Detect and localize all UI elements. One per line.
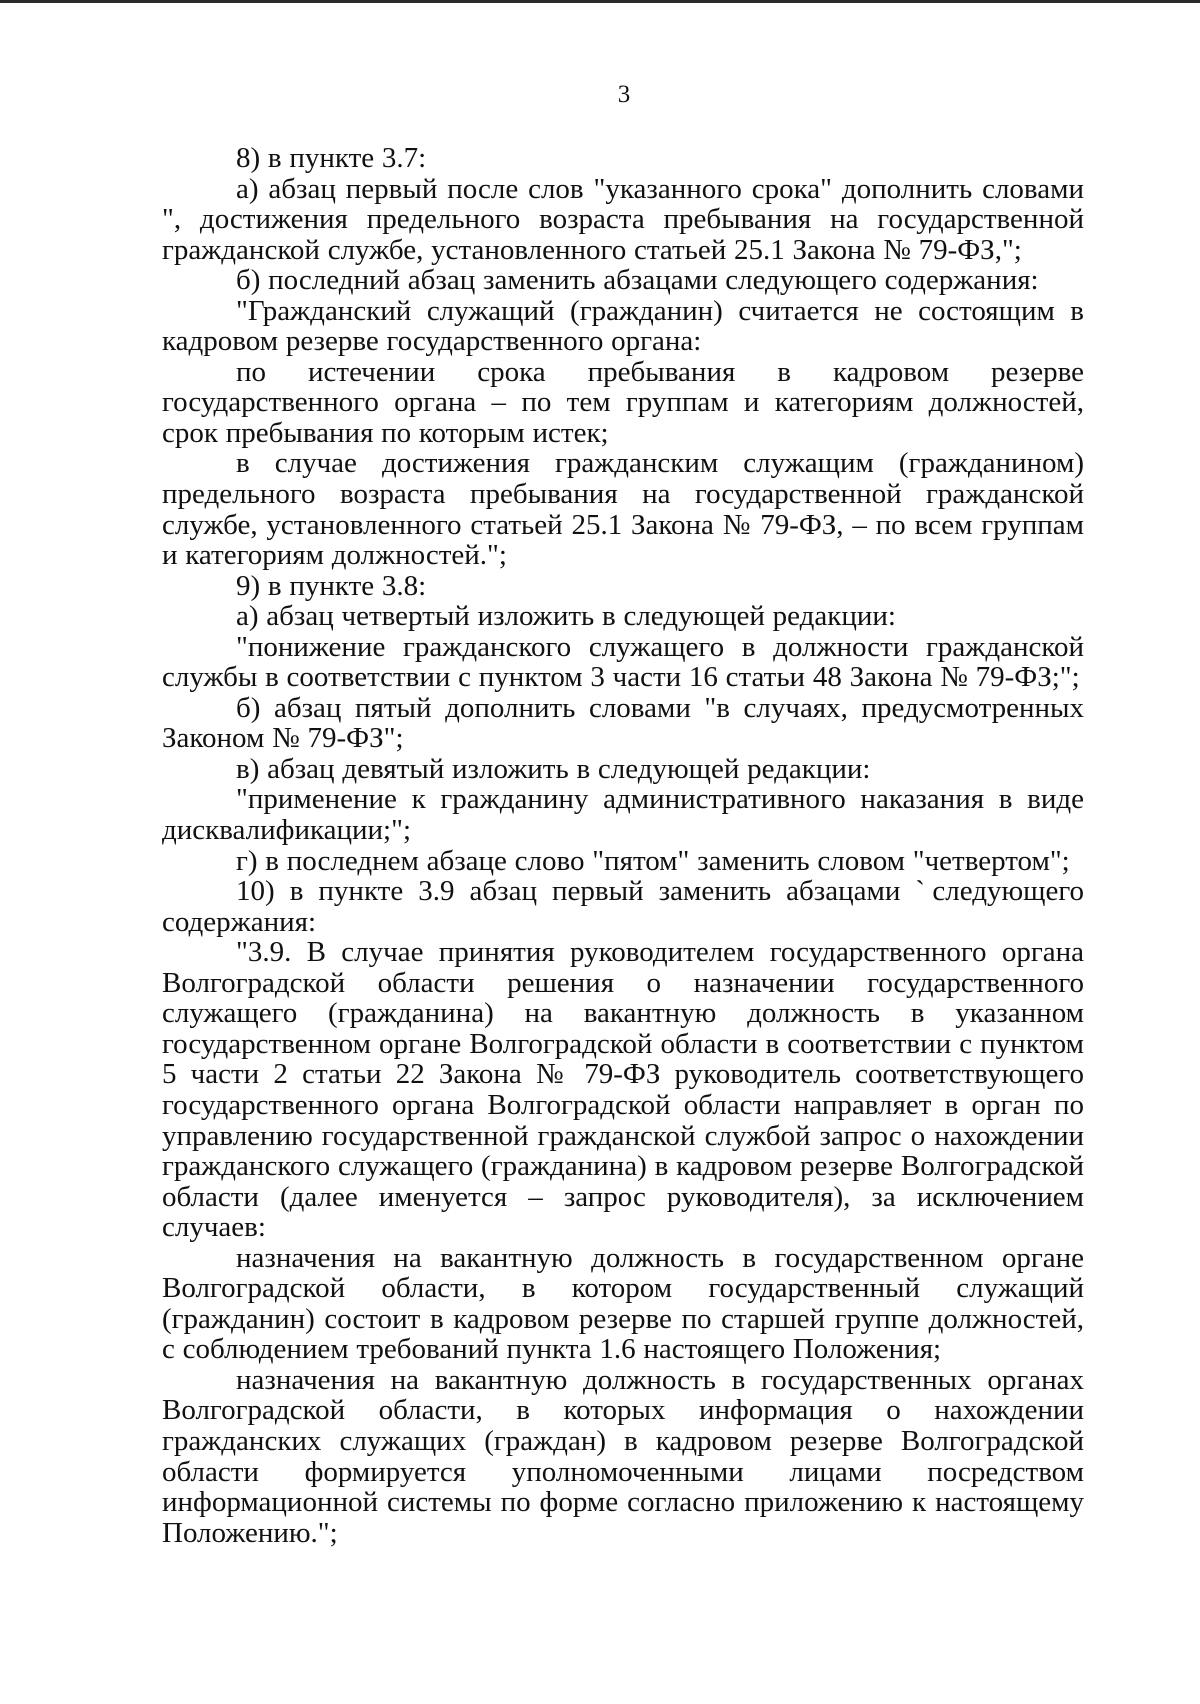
paragraph-item-9g: г) в последнем абзаце слово "пятом" заменить словом "четвертом"; [236, 844, 1070, 877]
paragraph-item-9b: б) абзац пятый дополнить словами "в случаях, предусмотренных Законом № 79-ФЗ"; [162, 691, 1084, 755]
quoted-paragraph: "Гражданский служащий (гражданин) считается не состоящим в кадровом резерве государственного органа: [162, 294, 1084, 358]
quoted-paragraph: в случае достижения гражданским служащим (гражданином) предельного возраста пребывания на государственной гражданской службе, установленного статьей 25.1 Закона № 79-ФЗ, – по всем группам и категориям должностей."; [162, 447, 1084, 572]
paragraph-item-10: 10) в пункте 3.9 абзац первый заменить абзацами ˋследующего содержания: [162, 875, 1084, 938]
paragraph-item-9: 9) в пункте 3.8: [236, 569, 427, 602]
quoted-paragraph: "понижение гражданского служащего в должности гражданской службы в соответствии с пунктом 3 части 16 статьи 48 Закона № 79-ФЗ;"; [162, 630, 1084, 694]
page-number: 3 [617, 81, 631, 108]
paragraph-item-8: 8) в пункте 3.7: [236, 142, 427, 174]
top-border-line [0, 0, 1200, 3]
quoted-paragraph: назначения на вакантную должность в государственном органе Волгоградской области, в котором государственный служащий (гражданин) состоит в кадровом резерве по старшей группе должностей, с соблюдением требований пункта 1.6 настоящего Положения; [162, 1241, 1084, 1366]
quoted-paragraph: по истечении срока пребывания в кадровом резерве государственного органа – по тем группам и категориям должностей, срок пребывания по которым истек; [162, 355, 1084, 449]
quoted-paragraph: "3.9. В случае принятия руководителем государственного органа Волгоградской области решения о назначении государственного служащего (гражданина) на вакантную должность в указанном государственном органе Волгоградской области в соответствии с пунктом 5 части 2 статьи 22 Закона № 79-ФЗ руководитель соответствующего государственного органа Волгоградской области направляет в орган по управлению государственной гражданской службой запрос о нахождении гражданского служащего (гражданина) в кадровом резерве Волгоградской области (далее именуется – запрос руководителя), за исключением случаев: [162, 936, 1084, 1244]
quoted-paragraph: "применение к гражданину административного наказания в виде дисквалификации;"; [162, 783, 1084, 847]
document-body [162, 143, 1084, 1548]
quoted-paragraph: назначения на вакантную должность в государственных органах Волгоградской области, в которых информация о нахождении гражданских служащих (граждан) в кадровом резерве Волгоградской области формируется уполномоченными лицами посредством информационной системы по форме согласно приложению к настоящему Положению."; [162, 1363, 1084, 1549]
paragraph-item-8a: а) абзац первый после слов "указанного срока" дополнить словами ", достижения предельного возраста пребывания на государственной гражданской службе, установленного статьей 25.1 Закона № 79-ФЗ,"; [162, 172, 1084, 266]
paragraph-item-9a: а) абзац четвертый изложить в следующей редакции: [236, 600, 896, 633]
paragraph-item-8b: б) последний абзац заменить абзацами следующего содержания: [236, 264, 1039, 297]
paragraph-item-9v: в) абзац девятый изложить в следующей редакции: [236, 752, 871, 785]
